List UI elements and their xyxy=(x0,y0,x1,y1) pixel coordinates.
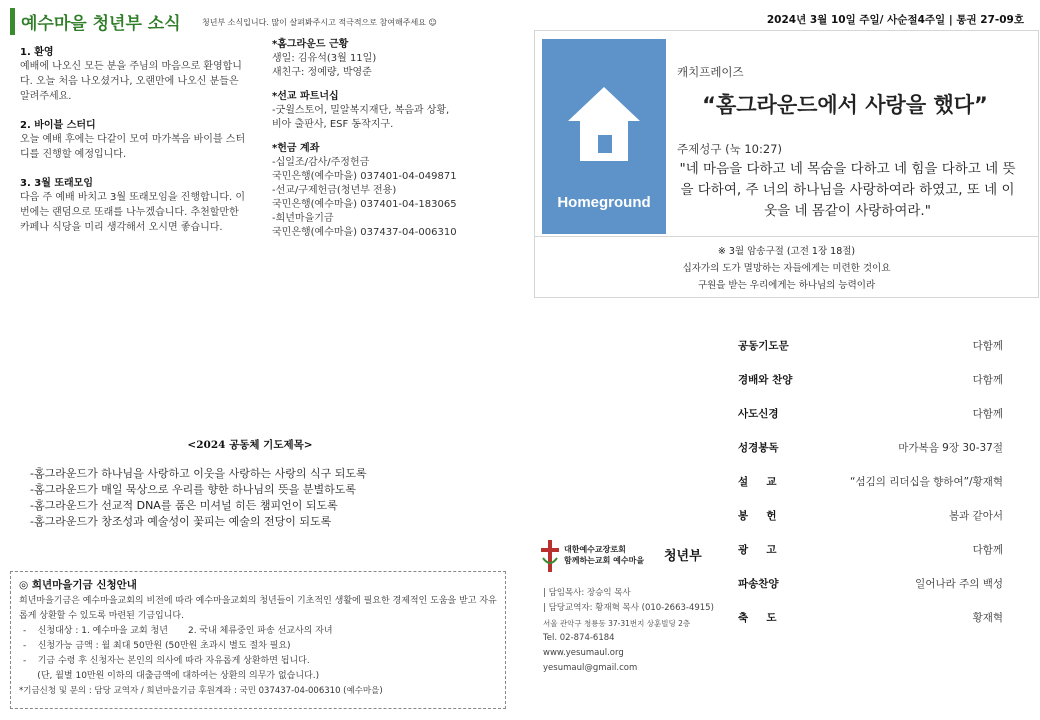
prayer-item: -홈그라운드가 매일 묵상으로 우리를 향한 하나님의 뜻을 분별하도록 xyxy=(30,483,356,496)
news-column xyxy=(20,43,250,247)
info-body: 생일: 김유석(3월 11일) 새친구: 정예량, 박영준 xyxy=(272,53,377,78)
worship-item-name: 설 교 xyxy=(738,476,777,488)
header-accent-bar xyxy=(10,8,15,35)
worship-item-name: 사도신경 xyxy=(738,408,779,420)
page-subtitle: 청년부 소식입니다. 많이 살펴봐주시고 적극적으로 참여해주세요 ☺ xyxy=(202,18,437,27)
homeground-logo xyxy=(542,39,666,234)
email-link[interactable]: yesumaul@gmail.com xyxy=(543,663,638,673)
worship-row xyxy=(738,336,1003,370)
worship-row xyxy=(738,438,1003,472)
info-item xyxy=(272,142,507,240)
prayer-item: -홈그라운드가 선교적 DNA를 품은 미셔널 히든 챔피언이 되도록 xyxy=(30,499,338,512)
worship-item-name: 광 고 xyxy=(738,544,777,556)
memory-verse-line: 십자가의 도가 멸망하는 자들에게는 미련한 것이요 xyxy=(682,263,891,274)
news-body: 오늘 예배 후에는 다같이 모여 마가복음 바이블 스터디를 진행할 예정입니다. xyxy=(20,134,246,160)
church-name xyxy=(564,544,644,566)
worship-item-value: 다함께 xyxy=(972,408,1003,420)
fund-title: ◎ 희년마을기금 신청안내 xyxy=(19,579,137,591)
fund-body xyxy=(19,594,499,699)
memory-verse-title: ※ 3월 암송구절 (고전 1장 18절) xyxy=(717,246,856,257)
worship-item-value: 황재혁 xyxy=(972,612,1003,624)
worship-item-value: “섬김의 리더십을 향하여”/황재혁 xyxy=(850,476,1003,488)
fund-line: - 신청대상 : 1. 예수마을 교회 청년 2. 국내 체류중인 파송 선교사의 자녀 xyxy=(23,626,333,636)
info-item xyxy=(272,38,507,80)
address-line: 서울 관악구 청룡동 37-31번지 상훈빌딩 2층 xyxy=(543,619,691,628)
fund-intro: 희년마을기금은 예수마을교회의 비전에 따라 예수마을교회의 청년들이 기초적인 생활에 필요한 경제적인 도움을 받고 자유롭게 상환할 수 있도록 마련된 기금입니다. xyxy=(19,596,497,621)
church-logo xyxy=(541,540,559,572)
info-body: -십일조/감사/주정헌금 국민은행(예수마을) 037401-04-049871 -선교/구제헌금(청년부 전용) 국민은행(예수마을) 037401-04-183065 -희년마을기금 국민은행(예수마을) 037437-04-006310 xyxy=(272,157,457,238)
tel-line: Tel. 02-874-6184 xyxy=(543,633,615,643)
fund-notice-box xyxy=(10,571,506,709)
prayer-title: <2024 공동체 기도제목> xyxy=(187,439,313,451)
divider xyxy=(535,236,1038,237)
news-title: 1. 환영 xyxy=(20,47,54,58)
church-name-line: 대한예수교장로회 xyxy=(564,545,626,554)
catchphrase-label: 캐치프레이즈 xyxy=(677,65,744,79)
memory-verse xyxy=(535,243,1038,294)
worship-row xyxy=(738,370,1003,404)
fund-line: - 신청가능 금액 : 월 최대 50만원 (50만원 초과시 별도 절차 필요) xyxy=(23,641,291,651)
worship-row xyxy=(738,506,1003,540)
news-title: 2. 바이블 스터디 xyxy=(20,120,96,131)
news-title: 3. 3월 또래모임 xyxy=(20,178,93,189)
staff-line: | 담당교역자: 황재혁 목사 (010-2663-4915) xyxy=(543,603,714,613)
worship-item-value: 마가복음 9장 30-37절 xyxy=(898,442,1003,454)
worship-row xyxy=(738,574,1003,608)
worship-item-value: 일어나라 주의 백성 xyxy=(915,578,1003,590)
page-title: 예수마을 청년부 소식 xyxy=(21,14,181,34)
church-info xyxy=(543,586,714,676)
news-item xyxy=(20,116,250,162)
worship-item-value: 다함께 xyxy=(972,374,1003,386)
issue-date: 2024년 3월 10일 주일/ 사순절4주일 | 통권 27-09호 xyxy=(766,14,1024,26)
prayer-item: -홈그라운드가 창조성과 예술성이 꽃피는 예술의 전당이 되도록 xyxy=(30,515,332,528)
catchphrase-panel xyxy=(534,30,1039,298)
pastor-line: | 담임목사: 장승익 목사 xyxy=(543,588,631,598)
news-body: 다음 주 예배 바치고 3월 또래모임을 진행합니다. 이번에는 랜덤으로 또래를 나누겠습니다. 추천할만한 카페나 식당을 미리 생각해서 오시면 좋습니다. xyxy=(20,192,245,233)
church-dept: 청년부 xyxy=(664,549,702,564)
house-icon xyxy=(542,39,666,189)
info-title: *선교 파트너십 xyxy=(272,91,339,102)
worship-item-value: 봄과 같아서 xyxy=(948,510,1003,522)
worship-item-name: 봉 헌 xyxy=(738,510,777,522)
memory-verse-line: 구원을 받는 우리에게는 하나님의 능력이라 xyxy=(697,280,876,291)
worship-item-value: 다함께 xyxy=(972,340,1003,352)
verse-text: "네 마음을 다하고 네 목숨을 다하고 네 힘을 다하고 네 뜻을 다하여, 주 너의 하나님을 사랑하여라 하였고, 또 네 이웃을 네 몸같이 사랑하여라." xyxy=(679,161,1016,219)
verse-reference: 주제성구 (눅 10:27) xyxy=(677,142,782,156)
worship-row xyxy=(738,540,1003,574)
info-item xyxy=(272,90,507,132)
worship-order xyxy=(738,336,1003,642)
news-body: 예배에 나오신 모든 분을 주님의 마음으로 환영합니다. 오늘 처음 나오셨거나, 오랜만에 나오신 분들은 알려주세요. xyxy=(20,61,242,102)
fund-footer: *기금신청 및 문의 : 담당 교역자 / 희년마을기금 후원계좌 : 국민 037437-04-006310 (예수마을) xyxy=(19,686,383,696)
catchphrase-text: “홈그라운드에서 사랑을 했다” xyxy=(702,93,988,117)
worship-item-name: 축 도 xyxy=(738,612,777,624)
worship-row xyxy=(738,608,1003,642)
news-item xyxy=(20,43,250,104)
info-body: -굿윌스토어, 밀알복지재단, 복음과 상황, 비아 출판사, ESF 동작지구. xyxy=(272,105,450,130)
prayer-list xyxy=(30,466,367,530)
worship-item-name: 파송찬양 xyxy=(738,578,779,590)
worship-row xyxy=(738,404,1003,438)
worship-item-name: 공동기도문 xyxy=(738,340,789,352)
news-item xyxy=(20,174,250,235)
cross-icon xyxy=(541,540,559,572)
worship-item-name: 성경봉독 xyxy=(738,442,779,454)
web-link[interactable]: www.yesumaul.org xyxy=(543,648,624,658)
info-title: *홈그라운드 근황 xyxy=(272,39,349,50)
info-column xyxy=(272,38,507,250)
info-title: *헌금 계좌 xyxy=(272,143,320,154)
logo-text: Homeground xyxy=(557,194,651,211)
worship-row xyxy=(738,472,1003,506)
fund-line: - 기금 수령 후 신청자는 본인의 의사에 따라 자유롭게 상환하면 됩니다. xyxy=(23,656,310,666)
worship-item-name: 경배와 찬양 xyxy=(738,374,793,386)
prayer-item: -홈그라운드가 하나님을 사랑하고 이웃을 사랑하는 사랑의 식구 되도록 xyxy=(30,467,367,480)
fund-line: (단, 월별 10만원 이하의 대출금액에 대하여는 상환의 의무가 없습니다.) xyxy=(23,671,320,681)
church-name-line: 함께하는교회 예수마을 xyxy=(564,556,645,565)
worship-item-value: 다함께 xyxy=(972,544,1003,556)
